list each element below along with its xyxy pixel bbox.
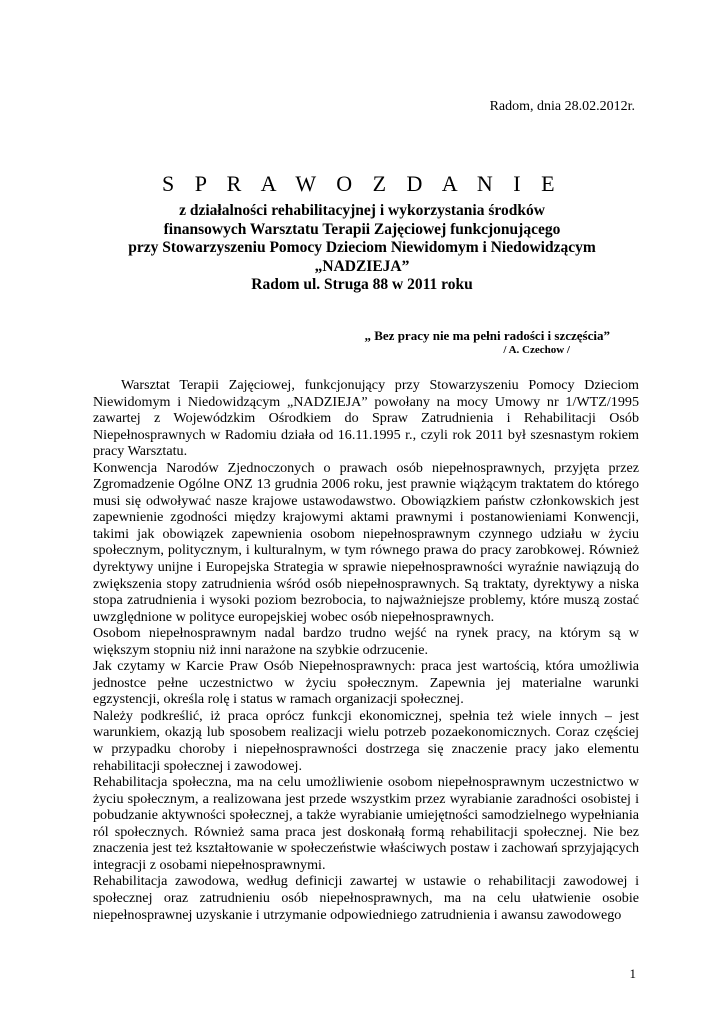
paragraph: Rehabilitacja społeczna, ma na celu umożliwienie osobom niepełnosprawnym uczestnictwo w życiu społecznym, a realizowana jest przede wszystkim przez wyrabianie zaradności osobistej i pobudzanie aktywności społecznej, a także wyrabianie umiejętności samodzielnego wypełniania ról społecznych. Również sama praca jest doskonałą formą rehabilitacji społecznej. Nie bez znaczenia jest też kształtowanie w społeczeństwie właściwych postaw i zachowań sprzyjających integracji z osobami niepełnosprawnymi. bbox=[93, 774, 639, 873]
motto bbox=[364, 328, 610, 357]
paragraph: Należy podkreślić, iż praca oprócz funkcji ekonomicznej, spełnia też wiele innych – jest warunkiem, okazją lub sposobem realizacji wielu potrzeb pozaekonomicznych. Coraz częściej w przypadku choroby i niepełnosprawności dostrzega się znaczenie pracy jako elementu rehabilitacji społecznej i zawodowej. bbox=[93, 707, 639, 774]
document-heading bbox=[60, 172, 664, 295]
paragraph: Jak czytamy w Karcie Praw Osób Niepełnosprawnych: praca jest wartością, która umożliwia jednostce pełne uczestnictwo w życiu społecznym. Zapewnia jej materialne warunki egzystencji, określa rolę i status w ramach organizacji społecznej. bbox=[93, 658, 639, 708]
subtitle-line: finansowych Warsztatu Terapii Zajęciowej funkcjonującego bbox=[163, 220, 561, 238]
subtitle-line: przy Stowarzyszeniu Pomocy Dzieciom Niewidomym i Niedowidzącym bbox=[128, 239, 596, 257]
paragraph: Rehabilitacja zawodowa, według definicji zawartej w ustawie o rehabilitacji zawodowej i społecznej oraz zatrudnieniu osób niepełnosprawnych, ma na celu ułatwienie osobie niepełnosprawnej uzyskanie i utrzymanie odpowiedniego zatrudnienia i awansu zawodowego bbox=[93, 873, 639, 923]
motto-author: / A. Czechow / bbox=[503, 344, 570, 356]
motto-quote: „ Bez pracy nie ma pełni radości i szczęścia” bbox=[364, 328, 610, 343]
document-date: Radom, dnia 28.02.2012r. bbox=[489, 99, 635, 114]
subtitle-line: Radom ul. Struga 88 w 2011 roku bbox=[251, 276, 473, 294]
body-text bbox=[93, 377, 639, 923]
document-title: S P R A W O Z D A N I E bbox=[161, 171, 563, 196]
paragraph: Konwencja Narodów Zjednoczonych o prawach osób niepełnosprawnych, przyjęta przez Zgromadzenie Ogólne ONZ 13 grudnia 2006 roku, jest prawnie wiążącym traktatem do którego musi się odwoływać nasze krajowe ustawodawstwo. Obowiązkiem państw członkowskich jest zapewnienie zgodności między krajowymi aktami prawnymi i postanowieniami Konwencji, takimi jak obowiązek zapewnienia osobom niepełnosprawnym czynnego udziału w życiu społecznym, politycznym, i kulturalnym, w tym równego prawa do pracy zarobkowej. Również dyrektywy unijne i Europejska Strategia w sprawie niepełnosprawności wyraźnie nawiązują do zwiększenia stopy zatrudnienia wśród osób niepełnosprawnych. Są traktaty, dyrektywy a niska stopa zatrudnienia i wysoki poziom bezrobocia, to najważniejsze problemy, które muszą zostać uwzględnione w polityce europejskiej wobec osób niepełnosprawnych. bbox=[93, 459, 639, 625]
paragraph: Warsztat Terapii Zajęciowej, funkcjonujący przy Stowarzyszeniu Pomocy Dzieciom Niewidomym i Niedowidzącym „NADZIEJA” powołany na mocy Umowy nr 1/WTZ/1995 zawartej z Wojewódzkim Ośrodkiem do Spraw Zatrudnienia i Rehabilitacji Osób Niepełnosprawnych w Radomiu działa od 16.11.1995 r., czyli rok 2011 był szesnastym rokiem pracy Warsztatu. bbox=[93, 377, 639, 460]
page-number: 1 bbox=[629, 966, 636, 981]
paragraph: Osobom niepełnosprawnym nadal bardzo trudno wejść na rynek pracy, na którym są w większym stopniu niż inni narażone na szybkie odrzucenie. bbox=[93, 625, 639, 658]
subtitle-line: z działalności rehabilitacyjnej i wykorzystania środków bbox=[179, 202, 545, 219]
subtitle-line: „NADZIEJA” bbox=[314, 257, 410, 275]
